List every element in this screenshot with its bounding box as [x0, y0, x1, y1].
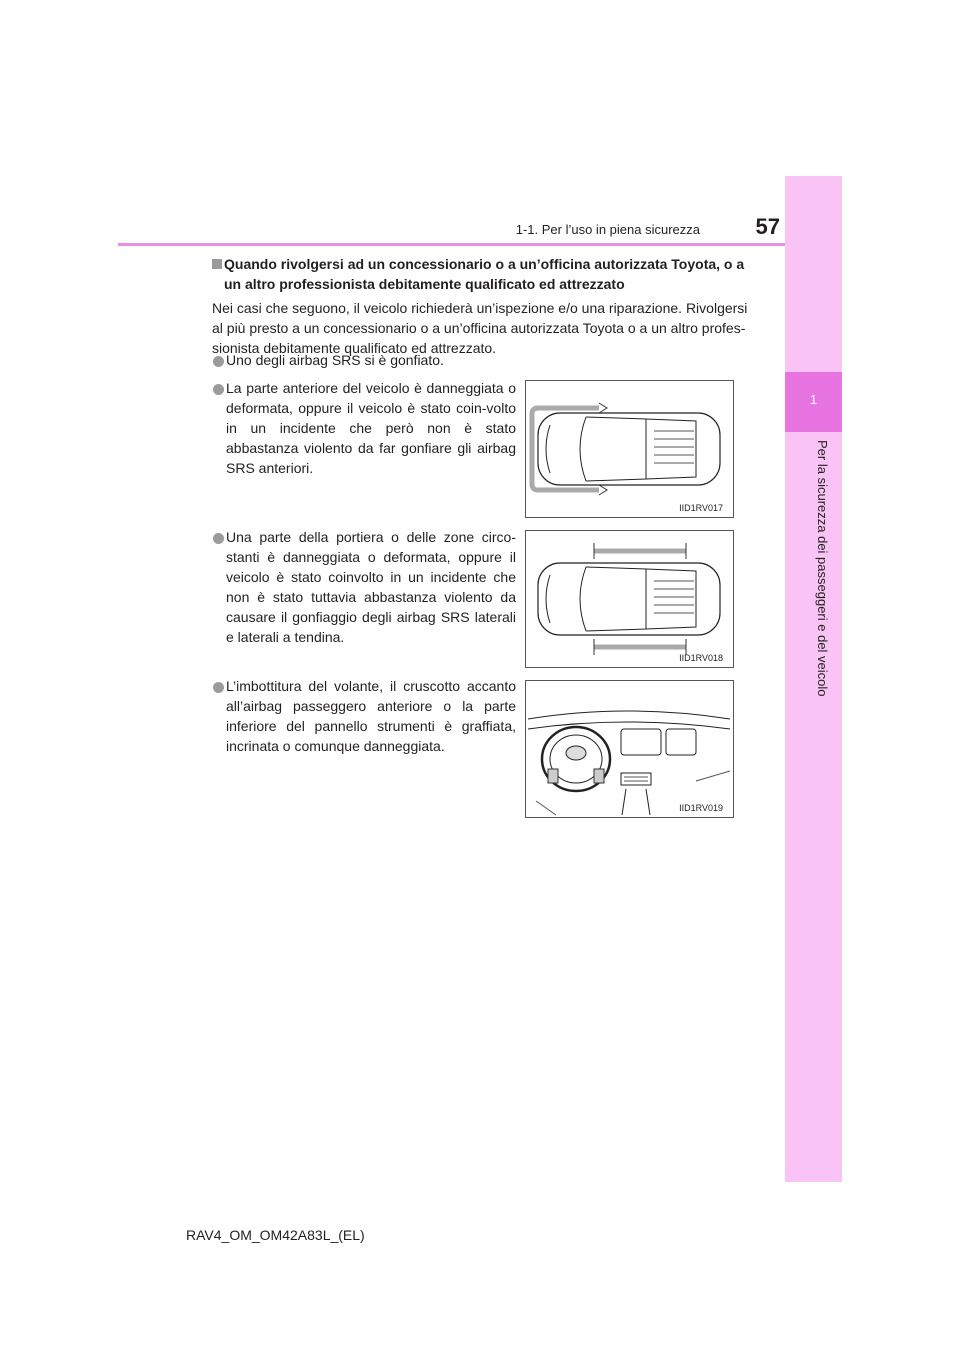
bullet-item: L’imbottitura del volante, il cruscotto accanto all’airbag passeggero anteriore o la parte inferiore del pannello strumenti è graffiata, incrinata o comunque danneggiata.: [226, 678, 516, 754]
figure-side-damage: [525, 530, 734, 668]
document-code: RAV4_OM_OM42A83L_(EL): [186, 1227, 365, 1243]
intro-paragraph: Nei casi che seguono, il veicolo richiederà un’ispezione e/o una riparazione. Rivolgersi al più presto a un concessionario o a un’officina autorizzata Toyota o a un altro profes-sionista debitamente qualificato ed attrezzato.: [212, 300, 748, 356]
section-title: 1-1. Per l’uso in piena sicurezza: [515, 222, 700, 237]
header-rule: [118, 243, 785, 246]
chapter-number: 1: [809, 392, 818, 407]
figure-front-damage: [525, 380, 734, 518]
chapter-title: Per la sicurezza dei passeggeri e del veicolo: [815, 440, 830, 697]
bullet-icon: [213, 356, 224, 367]
car-side-damage-icon: [526, 531, 733, 667]
figure-code: IID1RV019: [679, 803, 723, 813]
car-front-damage-icon: [526, 381, 733, 517]
bullet-icon: [213, 682, 224, 693]
bullet-item: La parte anteriore del veicolo è danneggiata o deformata, oppure il veicolo è stato coin-volto in un incidente che però non è stato abbastanza violento da far gonfiare gli airbag SRS anteriori.: [226, 380, 516, 476]
dashboard-icon: [526, 681, 733, 817]
heading: Quando rivolgersi ad un concessionario o a un’officina autorizzata Toyota, o a un altro professionista debitamente qualificato ed attrezzato: [224, 256, 745, 292]
heading-square-icon: [212, 259, 222, 269]
bullet-icon: [213, 533, 224, 544]
figure-code: IID1RV017: [679, 503, 723, 513]
bullet-item: Uno degli airbag SRS si è gonfiato.: [226, 352, 444, 368]
bullet-icon: [213, 384, 224, 395]
figure-code: IID1RV018: [679, 653, 723, 663]
page-number: 57: [755, 214, 780, 239]
bullet-item: Una parte della portiera o delle zone circo-stanti è danneggiata o deformata, oppure il veicolo è stato coinvolto in un incidente che non è stato tuttavia abbastanza violento da causare il gonfiaggio degli airbag SRS laterali e laterali a tendina.: [226, 529, 516, 645]
figure-dashboard: [525, 680, 734, 818]
